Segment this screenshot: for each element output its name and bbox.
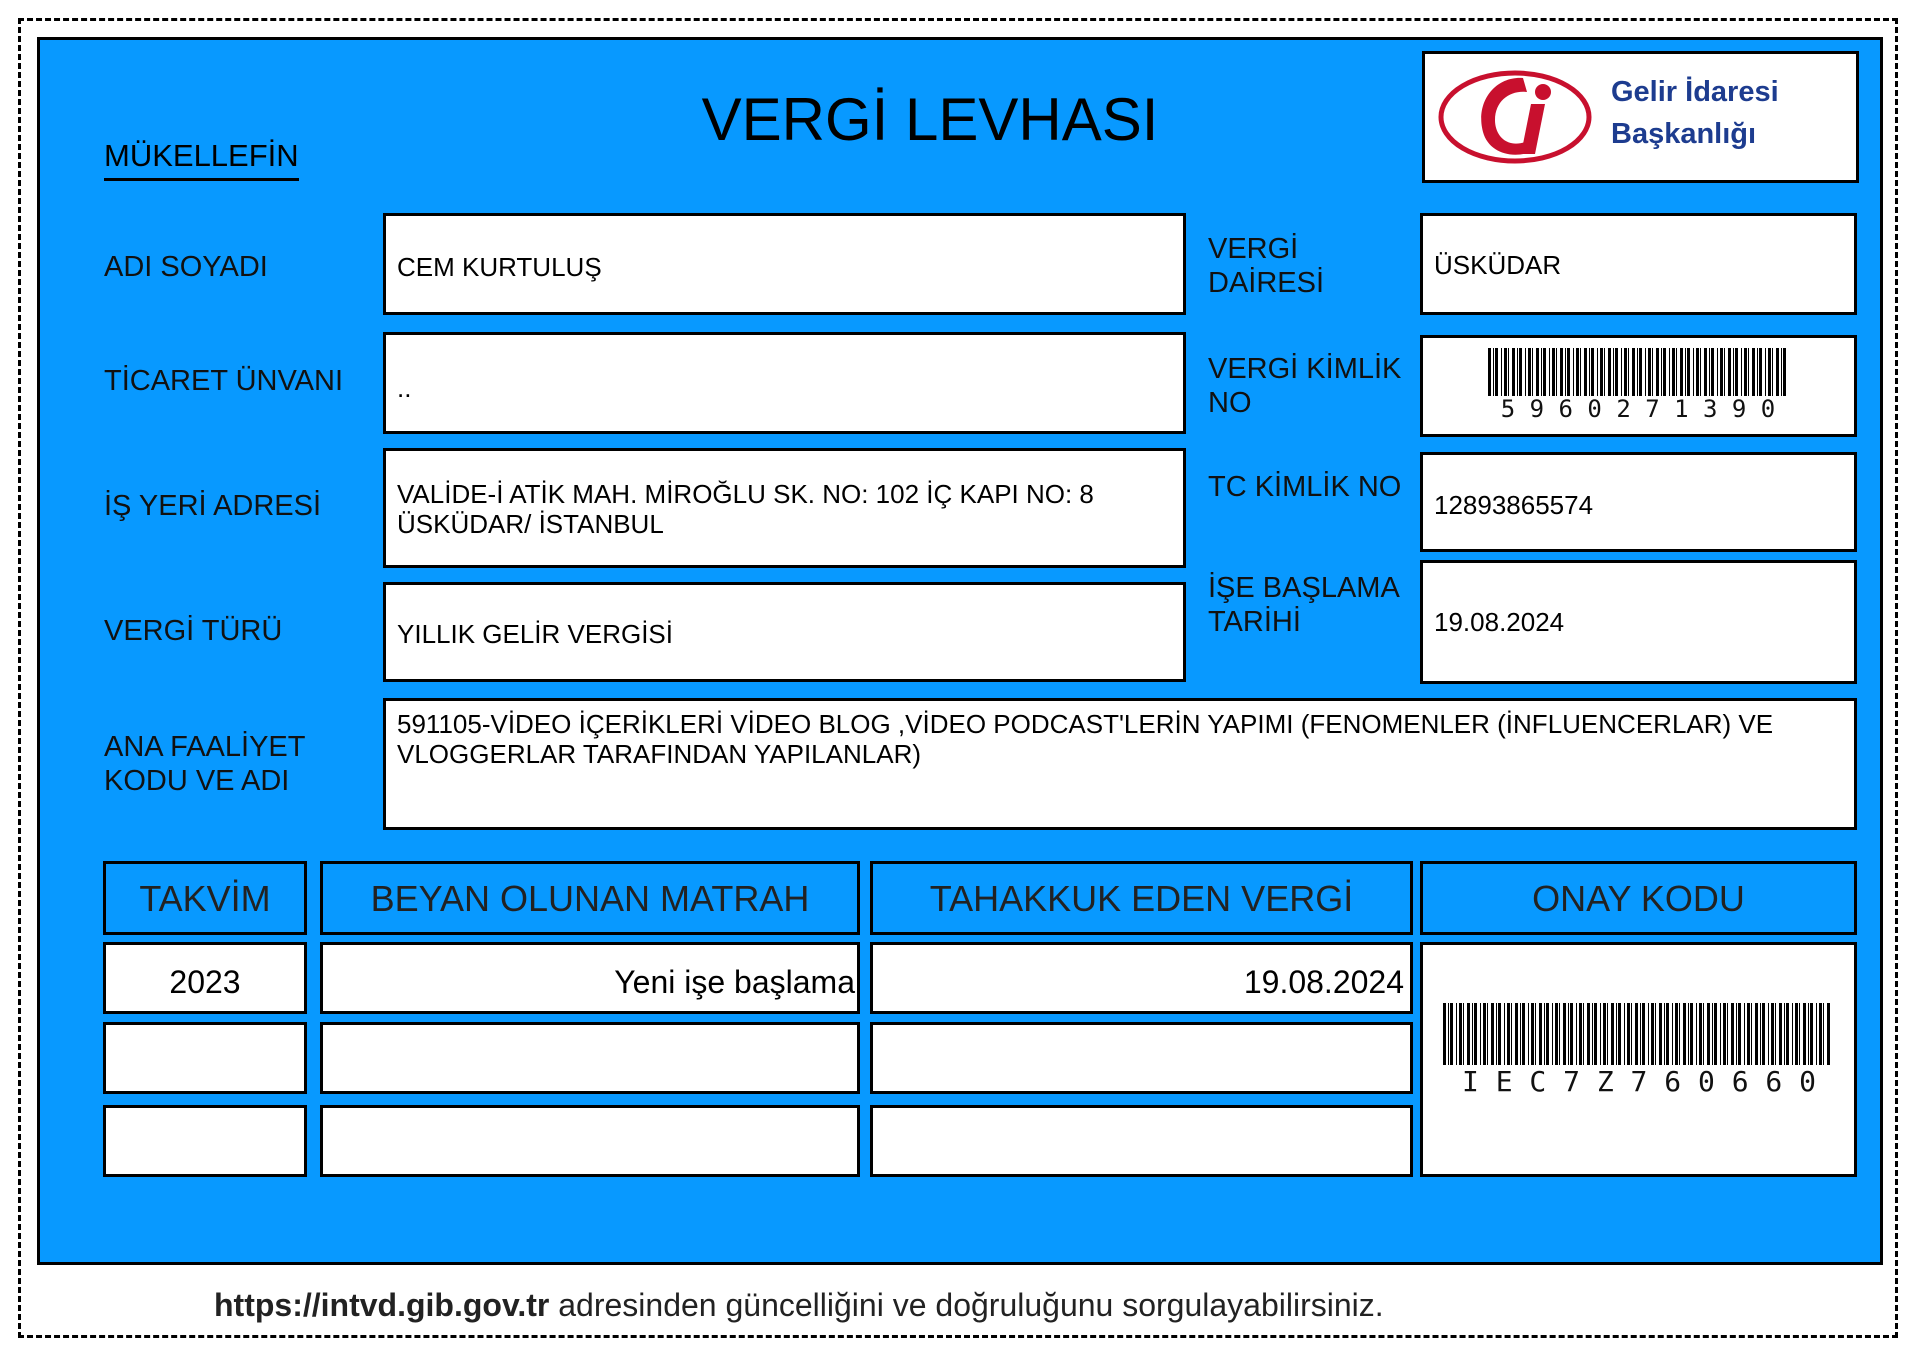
label-vergi-turu: VERGİ TÜRÜ <box>104 615 283 647</box>
table-cell-matrah <box>320 1105 860 1177</box>
value-ise-baslama: 19.08.2024 <box>1434 607 1565 637</box>
value-ticaret-unvani: .. <box>397 373 412 403</box>
label-ticaret-unvani: TİCARET ÜNVANI <box>104 365 344 397</box>
gib-logo-icon <box>1435 62 1595 177</box>
table-cell-takvim: 2023 <box>103 942 307 1014</box>
value-is-yeri-adresi-line1: VALİDE-İ ATİK MAH. MİROĞLU SK. NO: 102 İÇ KAPI NO: 8 <box>397 479 1094 509</box>
label-tc-kimlik-no: TC KİMLİK NO <box>1208 471 1402 503</box>
gib-logo <box>1422 51 1859 183</box>
field-ticaret-unvani <box>383 332 1186 434</box>
value-ana-faaliyet-line1: 591105-VİDEO İÇERİKLERİ VİDEO BLOG ,VİDEO PODCAST'LERİN YAPIMI (FENOMENLER (İNFLUENCERLAR) VE <box>397 709 1774 739</box>
field-onay-kodu <box>1420 942 1857 1177</box>
header-onay-kodu: ONAY KODU <box>1420 861 1857 935</box>
label-vergi-dairesi-line2: DAİRESİ <box>1208 267 1325 299</box>
value-vergi-turu: YILLIK GELİR VERGİSİ <box>397 619 673 649</box>
field-ana-faaliyet <box>383 698 1857 830</box>
value-ana-faaliyet-line2: VLOGGERLAR TARAFINDAN YAPILANLAR) <box>397 739 921 769</box>
value-vergi-dairesi: ÜSKÜDAR <box>1434 250 1562 280</box>
vkn-barcode <box>1488 348 1788 396</box>
field-adi-soyadi <box>383 213 1186 315</box>
logo-line-1: Gelir İdaresi <box>1611 76 1779 108</box>
field-vergi-dairesi <box>1420 213 1857 315</box>
header-beyan-matrah: BEYAN OLUNAN MATRAH <box>320 861 860 935</box>
field-is-yeri-adresi <box>383 448 1186 568</box>
label-vergi-kimlik-no-line1: VERGİ KİMLİK <box>1208 353 1402 385</box>
header-takvim: TAKVİM <box>103 861 307 935</box>
label-ise-baslama-line2: TARİHİ <box>1208 606 1301 638</box>
label-adi-soyadi: ADI SOYADI <box>104 251 268 283</box>
label-vergi-kimlik-no <box>1208 352 1401 420</box>
label-ise-baslama-line1: İŞE BAŞLAMA <box>1208 572 1400 604</box>
label-ana-faaliyet <box>104 730 305 798</box>
field-ise-baslama <box>1420 560 1857 684</box>
label-vergi-kimlik-no-line2: NO <box>1208 387 1252 419</box>
onay-barcode-text: I E C 7 Z 7 6 0 6 6 0 <box>1461 1065 1816 1098</box>
label-vergi-dairesi-line1: VERGİ <box>1208 233 1299 265</box>
value-tc-kimlik-no: 12893865574 <box>1434 490 1594 520</box>
table-cell-takvim <box>103 1022 307 1094</box>
field-tc-kimlik-no <box>1420 452 1857 552</box>
label-ana-faaliyet-line2: KODU VE ADI <box>104 765 290 797</box>
table-cell-tahakkuk <box>870 1105 1413 1177</box>
field-vergi-kimlik-no <box>1420 335 1857 437</box>
table-cell-tahakkuk: 19.08.2024 <box>870 942 1413 1014</box>
footer-url-link[interactable]: https://intvd.gib.gov.tr <box>214 1287 550 1323</box>
label-vergi-dairesi <box>1208 232 1324 300</box>
table-cell-tahakkuk <box>870 1022 1413 1094</box>
footer-note <box>0 1280 1920 1330</box>
table-cell-matrah <box>320 1022 860 1094</box>
table-cell-takvim <box>103 1105 307 1177</box>
onay-barcode <box>1443 1003 1835 1065</box>
label-ana-faaliyet-line1: ANA FAALİYET <box>104 731 306 763</box>
field-vergi-turu <box>383 582 1186 682</box>
vkn-barcode-text: 5 9 6 0 2 7 1 3 9 0 <box>1500 395 1776 423</box>
header-tahakkuk-vergi: TAHAKKUK EDEN VERGİ <box>870 861 1413 935</box>
table-cell-matrah: Yeni işe başlama <box>320 942 860 1014</box>
logo-line-2: Başkanlığı <box>1611 118 1757 150</box>
section-label: MÜKELLEFİN <box>104 136 299 181</box>
label-ise-baslama <box>1208 571 1400 639</box>
document-title: VERGİ LEVHASI <box>701 86 1159 153</box>
value-adi-soyadi: CEM KURTULUŞ <box>397 252 602 282</box>
value-is-yeri-adresi-line2: ÜSKÜDAR/ İSTANBUL <box>397 509 664 539</box>
label-is-yeri-adresi: İŞ YERİ ADRESİ <box>104 490 322 522</box>
footer-text: adresinden güncelliğini ve doğruluğunu sorgulayabilirsiniz. <box>549 1287 1384 1323</box>
